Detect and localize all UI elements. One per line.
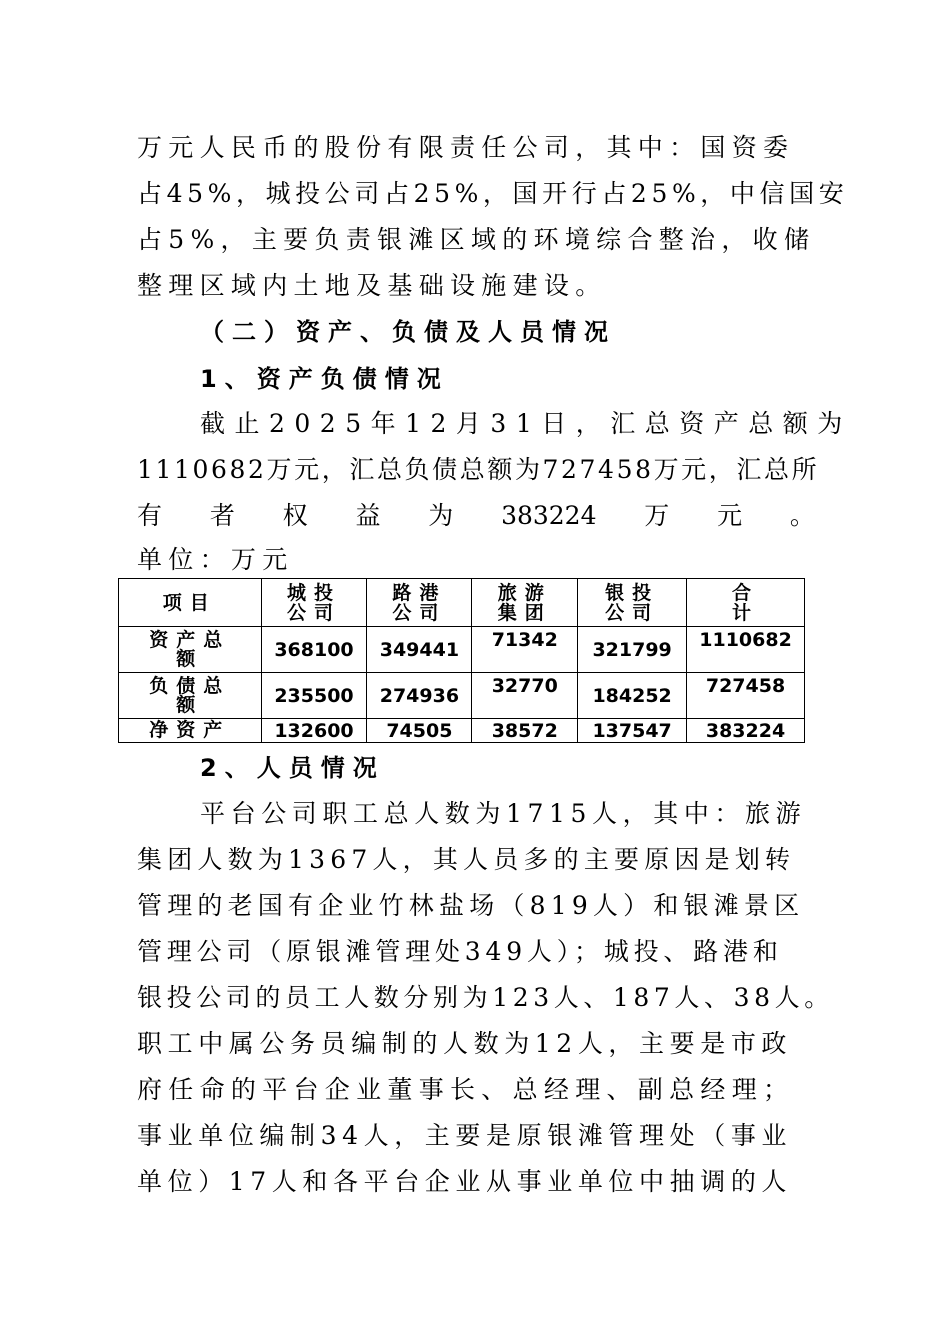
paragraph-line: 单位）17人和各平台企业从事业单位中抽调的人 xyxy=(137,1167,793,1196)
word: 有 xyxy=(137,501,163,530)
paragraph-line: 集团人数为1367人，其人员多的主要原因是划转 xyxy=(137,845,796,874)
column-header: 项目 xyxy=(119,579,262,627)
row-header: 负债总 额 xyxy=(119,673,262,719)
paragraph-line: 整理区域内土地及基础设施建设。 xyxy=(137,271,607,300)
column-header: 合 计 xyxy=(687,579,805,627)
paragraph-line: 占5%，主要负责银滩区域的环境综合整治，收储 xyxy=(137,225,816,254)
word: 为 xyxy=(428,501,454,530)
paragraph-line: 管理的老国有企业竹林盐场（819人）和银滩景区 xyxy=(137,891,805,920)
table-header-row xyxy=(119,579,805,627)
paragraph-line: 事业单位编制34人，主要是原银滩管理处（事业 xyxy=(137,1121,793,1150)
table-row xyxy=(119,673,805,719)
table-cell: 727458 xyxy=(687,673,805,719)
table-row xyxy=(119,719,805,743)
table-cell: 32770 xyxy=(472,673,578,719)
column-header: 银投 公司 xyxy=(578,579,687,627)
unit-label: 单位：万元 xyxy=(137,545,294,574)
paragraph-line: 平台公司职工总人数为1715人，其中：旅游 xyxy=(200,799,807,828)
row-header: 资产总 额 xyxy=(119,627,262,673)
paragraph-line: 占45%，城投公司占25%，国开行占25%，中信国安 xyxy=(137,179,849,208)
word: 383224 xyxy=(501,501,597,530)
table-cell: 368100 xyxy=(261,627,367,673)
subsection-heading: 2、人员情况 xyxy=(200,754,385,782)
paragraph-line: 府任命的平台企业董事长、总经理、副总经理； xyxy=(137,1075,795,1104)
paragraph-line: 万元人民币的股份有限责任公司，其中：国资委 xyxy=(137,133,795,162)
column-header: 旅游 集团 xyxy=(472,579,578,627)
table-cell: 235500 xyxy=(261,673,367,719)
word: 元 xyxy=(717,501,743,530)
table-cell: 184252 xyxy=(578,673,687,719)
table-cell: 132600 xyxy=(261,719,367,743)
table-row xyxy=(119,627,805,673)
table-cell: 383224 xyxy=(687,719,805,743)
word: 万 xyxy=(644,501,670,530)
table-cell: 137547 xyxy=(578,719,687,743)
paragraph-line: 管理公司（原银滩管理处349人）；城投、路港和 xyxy=(137,937,783,966)
table-cell: 349441 xyxy=(367,627,472,673)
table-cell: 71342 xyxy=(472,627,578,673)
table-cell: 74505 xyxy=(367,719,472,743)
section-heading: （二）资产、负债及人员情况 xyxy=(200,318,616,346)
paragraph-line-justified xyxy=(137,499,815,533)
paragraph-line: 1110682万元，汇总负债总额为727458万元，汇总所 xyxy=(137,455,820,484)
table-cell: 321799 xyxy=(578,627,687,673)
row-header: 净资产 xyxy=(119,719,262,743)
paragraph-line: 截止2025年12月31日，汇总资产总额为 xyxy=(200,409,852,438)
column-header: 路港 公司 xyxy=(367,579,472,627)
table-cell: 1110682 xyxy=(687,627,805,673)
table-cell: 274936 xyxy=(367,673,472,719)
word: 权 xyxy=(282,501,308,530)
table-cell: 38572 xyxy=(472,719,578,743)
word: 。 xyxy=(789,501,815,530)
word: 者 xyxy=(209,501,235,530)
column-header: 城投 公司 xyxy=(261,579,367,627)
assets-table xyxy=(118,578,805,743)
word: 益 xyxy=(355,501,381,530)
paragraph-line: 银投公司的员工人数分别为123人、187人、38人。 xyxy=(137,983,834,1012)
subsection-heading: 1、资产负债情况 xyxy=(200,365,449,393)
paragraph-line: 职工中属公务员编制的人数为12人，主要是市政 xyxy=(137,1029,793,1058)
